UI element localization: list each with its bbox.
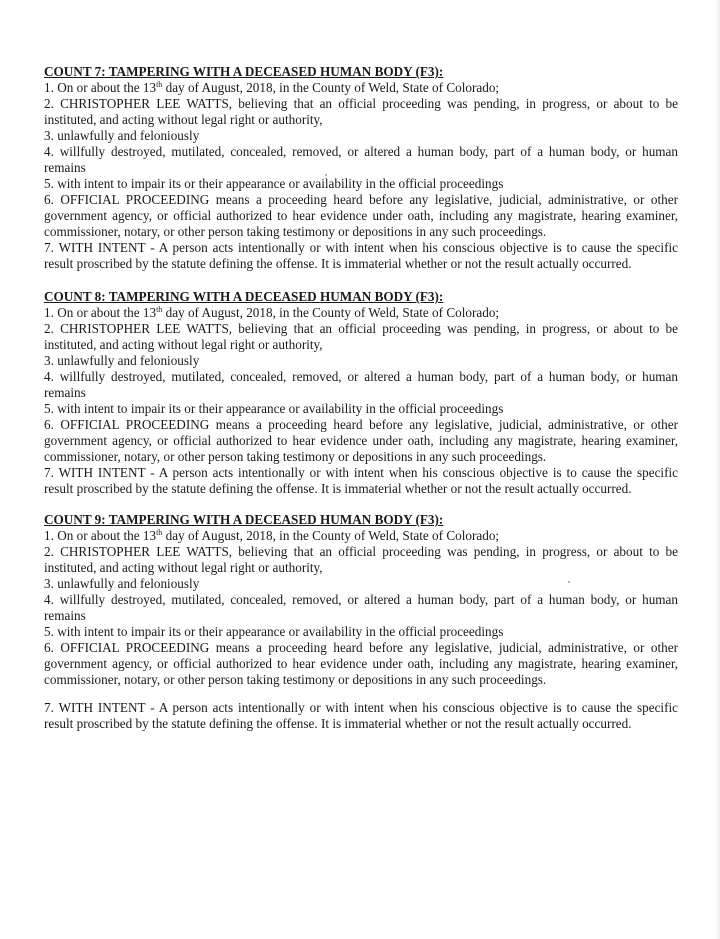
item-text: day of August, 2018, in the County of Weld, State of Colorado; [162,80,500,95]
count-item-7: 7. WITH INTENT - A person acts intentionally or with intent when his conscious objective is to cause the specific result proscribed by the statute defining the offense. It is immaterial whether or not the result actually occurred. [44,700,678,731]
count-item-7: 7. WITH INTENT - A person acts intentionally or with intent when his conscious objective is to cause the specific result proscribed by the statute defining the offense. It is immaterial whether or not the result actually occurred. [44,240,678,271]
count-7-section [44,64,678,272]
count-item-6: 6. OFFICIAL PROCEEDING means a proceeding heard before any legislative, judicial, administrative, or other government agency, or official authorized to hear evidence under oath, including any magistrate, hearing examiner, commissioner, notary, or other person taking testimony or depositions in any such proceedings. [44,192,678,239]
count-9-section [44,512,678,732]
item-text: 1. On or about the 13 [44,80,157,95]
count-item-6: 6. OFFICIAL PROCEEDING means a proceeding heard before any legislative, judicial, administrative, or other government agency, or official authorized to hear evidence under oath, including any magistrate, hearing examiner, commissioner, notary, or other person taking testimony or depositions in any such proceedings. [44,417,678,464]
count-item-4: 4. willfully destroyed, mutilated, concealed, removed, or altered a human body, part of a human body, or human remains [44,592,678,623]
count-8-section [44,289,678,497]
count-item-3: 3. unlawfully and feloniously [44,128,200,143]
item-text: day of August, 2018, in the County of Weld, State of Colorado; [162,305,500,320]
count-item-3: 3. unlawfully and feloniously [44,576,200,591]
ordinal-suffix: th [156,528,163,537]
scan-edge-shadow [714,0,720,939]
count-item-1 [44,80,678,96]
count-item-5: 5. with intent to impair its or their appearance or availability in the official proceedings [44,176,504,191]
count-heading: COUNT 8: TAMPERING WITH A DECEASED HUMAN BODY (F3): [44,289,444,304]
count-item-2: 2. CHRISTOPHER LEE WATTS, believing that an official proceeding was pending, in progress, or about to be instituted, and acting without legal right or authority, [44,321,678,352]
count-item-2: 2. CHRISTOPHER LEE WATTS, believing that an official proceeding was pending, in progress, or about to be instituted, and acting without legal right or authority, [44,544,678,575]
item-text: 1. On or about the 13 [44,305,157,320]
count-item-5: 5. with intent to impair its or their appearance or availability in the official proceedings [44,401,504,416]
count-item-2: 2. CHRISTOPHER LEE WATTS, believing that an official proceeding was pending, in progress, or about to be instituted, and acting without legal right or authority, [44,96,678,127]
count-item-1 [44,305,678,321]
paragraph-gap [44,688,678,700]
count-item-7: 7. WITH INTENT - A person acts intentionally or with intent when his conscious objective is to cause the specific result proscribed by the statute defining the offense. It is immaterial whether or not the result actually occurred. [44,465,678,496]
item-text: day of August, 2018, in the County of Weld, State of Colorado; [162,528,500,543]
scan-speck [325,174,327,176]
ordinal-suffix: th [156,80,163,89]
count-item-1 [44,528,678,544]
count-item-4: 4. willfully destroyed, mutilated, concealed, removed, or altered a human body, part of a human body, or human remains [44,369,678,400]
ordinal-suffix: th [156,305,163,314]
count-item-4: 4. willfully destroyed, mutilated, concealed, removed, or altered a human body, part of a human body, or human remains [44,144,678,175]
item-text: 1. On or about the 13 [44,528,157,543]
count-item-6: 6. OFFICIAL PROCEEDING means a proceeding heard before any legislative, judicial, administrative, or other government agency, or official authorized to hear evidence under oath, including any magistrate, hearing examiner, commissioner, notary, or other person taking testimony or depositions in any such proceedings. [44,640,678,687]
scan-speck [568,581,570,583]
count-item-5: 5. with intent to impair its or their appearance or availability in the official proceedings [44,624,504,639]
count-heading: COUNT 9: TAMPERING WITH A DECEASED HUMAN BODY (F3): [44,512,444,527]
count-item-3: 3. unlawfully and feloniously [44,353,200,368]
count-heading: COUNT 7: TAMPERING WITH A DECEASED HUMAN BODY (F3): [44,64,444,79]
